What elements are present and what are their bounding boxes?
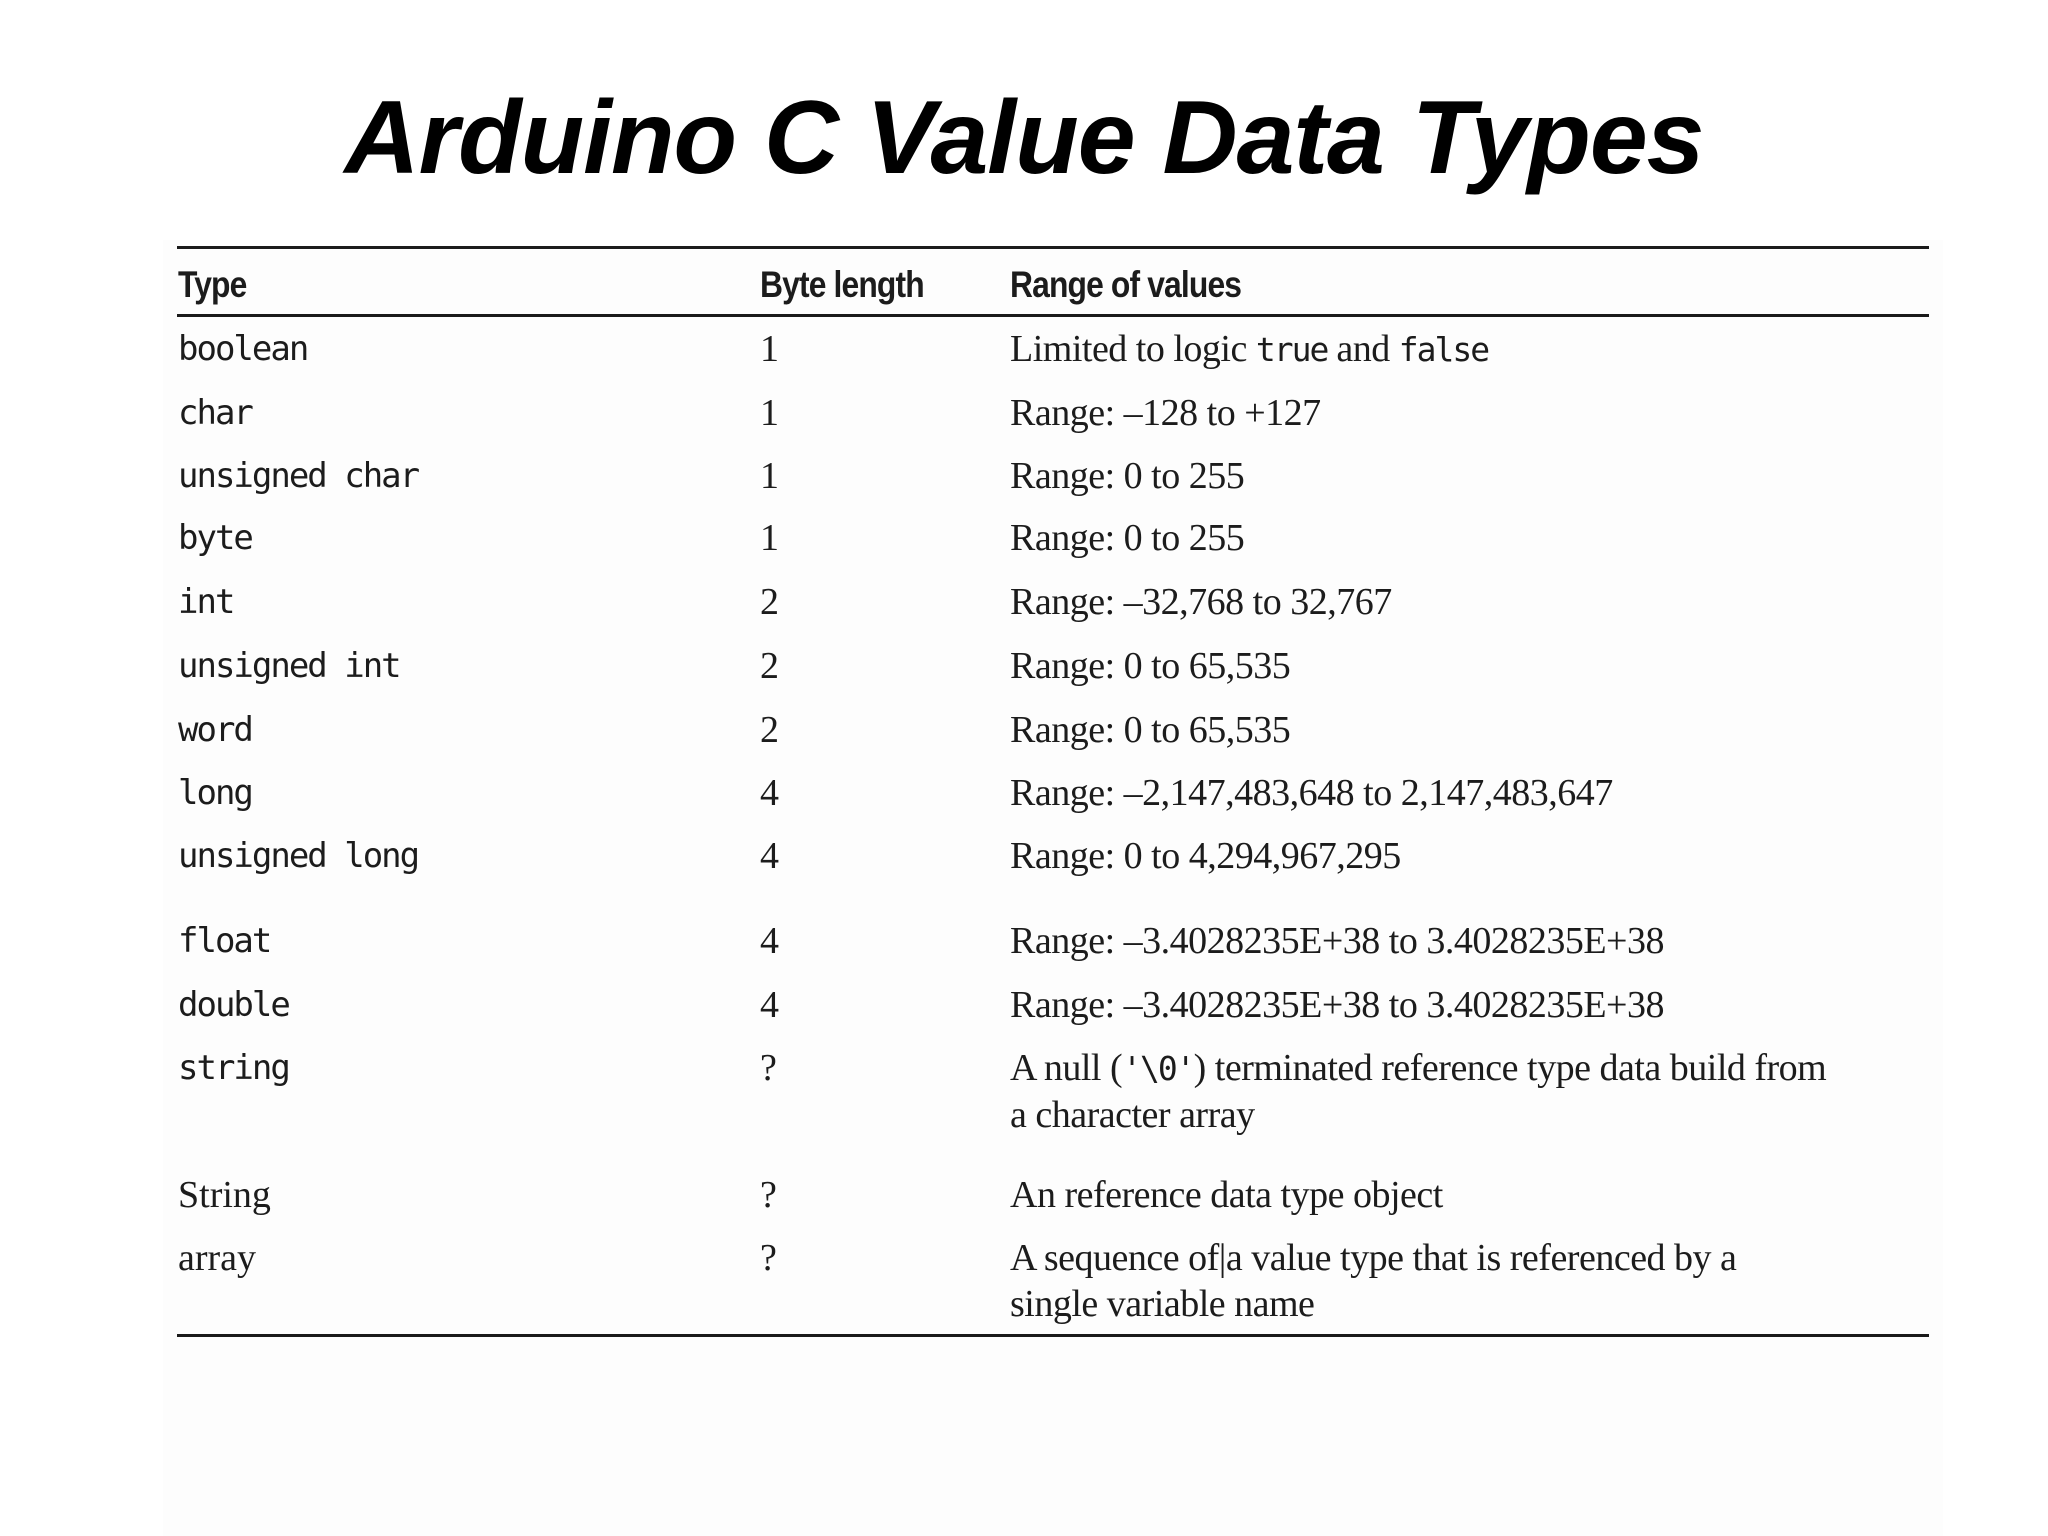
byte-length-cell: 4 <box>760 920 779 962</box>
range-cell: Range: 0 to 255 <box>1010 455 1245 497</box>
range-cell: An reference data type object <box>1010 1174 1443 1216</box>
byte-length-cell: 1 <box>760 455 779 497</box>
range-cell: Range: –3.4028235E+38 to 3.4028235E+38 <box>1010 920 1664 962</box>
type-cell: word <box>178 710 252 750</box>
type-cell: byte <box>178 518 252 558</box>
byte-length-cell: 2 <box>760 581 779 623</box>
range-cell: Range: –128 to +127 <box>1010 392 1321 434</box>
type-cell: long <box>178 773 252 813</box>
byte-length-cell: 1 <box>760 517 779 559</box>
type-cell: float <box>178 921 271 961</box>
range-cell: Range: –3.4028235E+38 to 3.4028235E+38 <box>1010 984 1664 1026</box>
range-cell: Range: 0 to 255 <box>1010 517 1245 559</box>
type-cell: unsigned long <box>178 836 419 876</box>
range-cell: Range: –32,768 to 32,767 <box>1010 581 1392 623</box>
byte-length-cell: ? <box>760 1174 777 1216</box>
table-bottom-rule <box>177 1334 1929 1337</box>
byte-length-cell: 1 <box>760 392 779 434</box>
slide-title: Arduino C Value Data Types <box>344 80 1704 196</box>
type-cell: String <box>178 1174 271 1216</box>
range-cell: Range: 0 to 4,294,967,295 <box>1010 835 1401 877</box>
byte-length-cell: 4 <box>760 835 779 877</box>
type-cell: string <box>178 1048 289 1088</box>
type-cell: boolean <box>178 329 308 369</box>
range-cell: A sequence of|a value type that is referenced by a single variable name <box>1010 1237 1737 1325</box>
range-cell: Range: –2,147,483,648 to 2,147,483,647 <box>1010 772 1613 814</box>
table-top-rule <box>177 246 1929 249</box>
byte-length-cell: 1 <box>760 328 779 370</box>
byte-length-cell: ? <box>760 1047 777 1089</box>
type-cell: double <box>178 985 289 1025</box>
range-cell: Limited to logic true and false <box>1010 328 1489 370</box>
byte-length-cell: 2 <box>760 709 779 751</box>
header-type: Type <box>178 264 247 305</box>
range-cell: Range: 0 to 65,535 <box>1010 645 1291 687</box>
range-cell: A null ('\0') terminated reference type data build from a character array <box>1010 1047 1827 1136</box>
type-cell: array <box>178 1237 257 1279</box>
type-cell: unsigned char <box>178 456 419 496</box>
header-range-of-values: Range of values <box>1010 264 1242 305</box>
range-cell: Range: 0 to 65,535 <box>1010 709 1291 751</box>
byte-length-cell: 4 <box>760 772 779 814</box>
byte-length-cell: ? <box>760 1237 777 1279</box>
type-cell: unsigned int <box>178 646 400 686</box>
type-cell: char <box>178 393 252 433</box>
byte-length-cell: 4 <box>760 984 779 1026</box>
byte-length-cell: 2 <box>760 645 779 687</box>
table-header-rule <box>177 314 1929 317</box>
header-byte-length: Byte length <box>760 264 924 305</box>
type-cell: int <box>178 582 234 622</box>
